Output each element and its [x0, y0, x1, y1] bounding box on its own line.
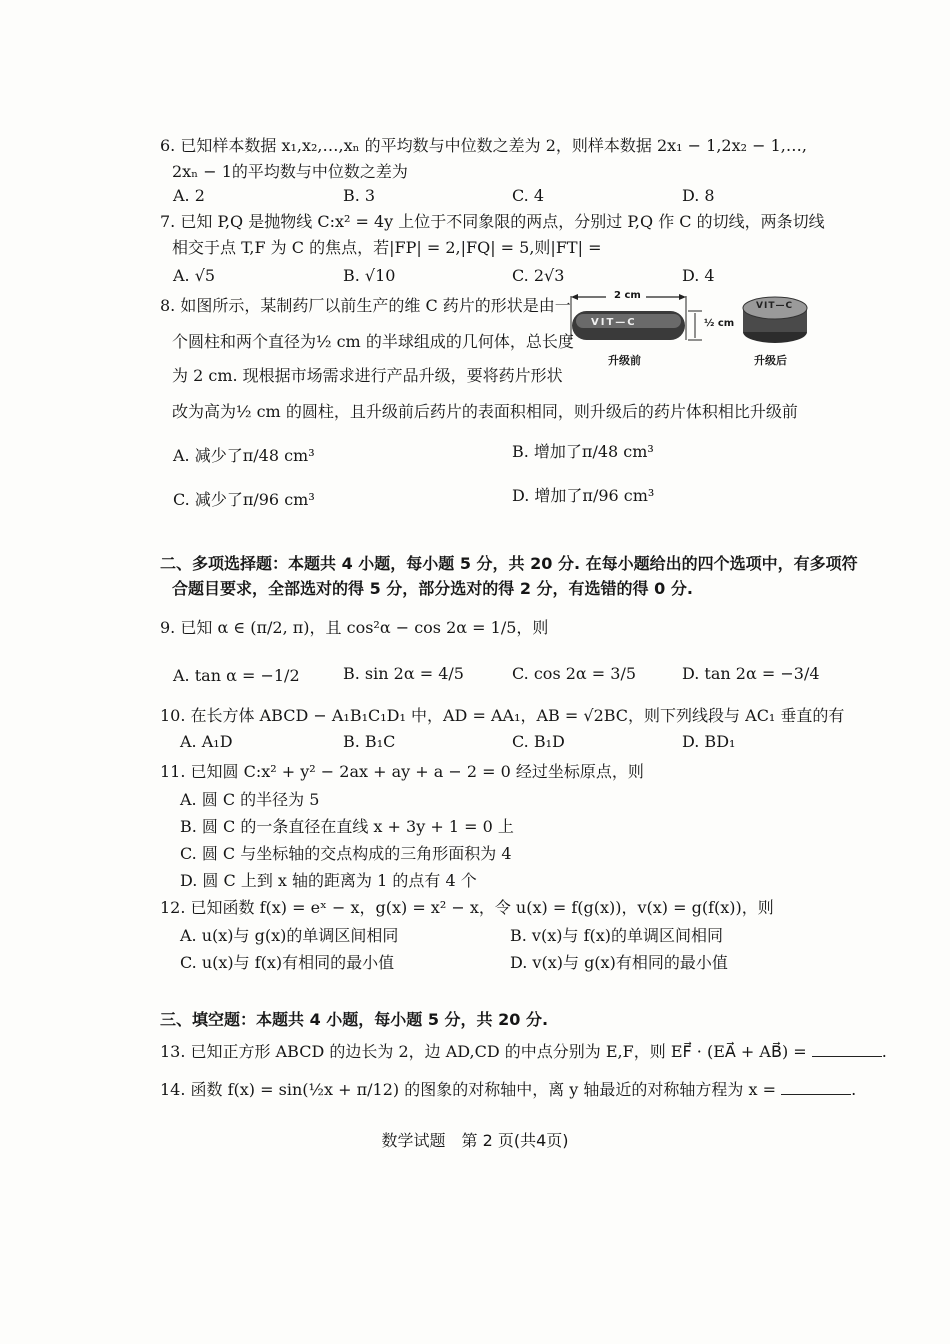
q8-option-b: B. 增加了π/48 cm³: [512, 442, 654, 461]
section2-line2: 合题目要求，全部选对的得 5 分，部分选对的得 2 分，有选错的得 0 分.: [172, 579, 693, 598]
q9-option-d: D. tan 2α = −3/4: [682, 664, 820, 683]
q11-stem: 11. 已知圆 C:x² + y² − 2ax + ay + a − 2 = 0 经过坐标原点，则: [160, 762, 644, 781]
q12-stem: 12. 已知函数 f(x) = eˣ − x，g(x) = x² − x，令 u(x) = f(g(x))，v(x) = g(f(x))，则: [160, 898, 774, 917]
height-label: ½ cm: [704, 318, 735, 329]
q10-option-a: A. A₁D: [180, 732, 233, 751]
pill-text: VIT—C: [591, 317, 637, 328]
q12-option-b: B. v(x)与 f(x)的单调区间相同: [510, 926, 723, 945]
q7-option-d: D. 4: [682, 266, 715, 285]
q6-option-c: C. 4: [512, 186, 545, 205]
q7-option-b: B. √10: [343, 266, 396, 285]
q8-option-c: C. 减少了π/96 cm³: [173, 490, 315, 509]
q11-option-a: A. 圆 C 的半径为 5: [180, 790, 320, 809]
q13-line: [160, 1042, 887, 1062]
q11-option-b: B. 圆 C 的一条直径在直线 x + 3y + 1 = 0 上: [180, 817, 514, 836]
q7-line2: 相交于点 T,F 为 C 的焦点，若|FP| = 2,|FQ| = 5,则|FT| =: [172, 238, 602, 257]
q10-option-d: D. BD₁: [682, 732, 736, 751]
pill-text-new: VIT—C: [756, 301, 794, 311]
q10-option-b: B. B₁C: [343, 732, 396, 751]
q13-answer-blank[interactable]: [812, 1042, 882, 1057]
q12-option-d: D. v(x)与 g(x)有相同的最小值: [510, 953, 728, 972]
q10-option-c: C. B₁D: [512, 732, 565, 751]
q8-option-a: A. 减少了π/48 cm³: [173, 446, 315, 465]
q8-line3: 为 2 cm. 现根据市场需求进行产品升级，要将药片形状: [172, 366, 563, 385]
q7-option-c: C. 2√3: [512, 266, 565, 285]
section3-title: 三、填空题：本题共 4 小题，每小题 5 分，共 20 分.: [160, 1010, 549, 1029]
after-label: 升级后: [754, 354, 787, 367]
q11-option-d: D. 圆 C 上到 x 轴的距离为 1 的点有 4 个: [180, 871, 477, 890]
q8-line2: 个圆柱和两个直径为½ cm 的半球组成的几何体，总长度: [172, 332, 574, 351]
q7-option-a: A. √5: [173, 266, 216, 285]
q8-line4: 改为高为½ cm 的圆柱，且升级前后药片的表面积相同，则升级后的药片体积相比升级前: [172, 402, 798, 421]
q6-option-d: D. 8: [682, 186, 715, 205]
q10-stem: 10. 在长方体 ABCD − A₁B₁C₁D₁ 中，AD = AA₁，AB = √2BC，则下列线段与 AC₁ 垂直的有: [160, 706, 845, 725]
q14-stem: 14. 函数 f(x) = sin(½x + π/12) 的图象的对称轴中，离 y 轴最近的对称轴方程为 x =: [160, 1080, 777, 1099]
q6-option-a: A. 2: [173, 186, 205, 205]
q13-end: .: [881, 1042, 887, 1061]
q7-line1: 7. 已知 P,Q 是抛物线 C:x² = 4y 上位于不同象限的两点，分别过 P,Q 作 C 的切线，两条切线: [160, 212, 825, 231]
q6-line2: 2xₙ − 1的平均数与中位数之差为: [172, 162, 408, 181]
q8-line1: 8. 如图所示，某制药厂以前生产的维 C 药片的形状是由一: [160, 296, 571, 315]
q9-option-c: C. cos 2α = 3/5: [512, 664, 637, 683]
q8-option-d: D. 增加了π/96 cm³: [512, 486, 655, 505]
q6-line1: 6. 已知样本数据 x₁,x₂,…,xₙ 的平均数与中位数之差为 2，则样本数据 2x₁ − 1,2x₂ − 1,…,: [160, 136, 807, 155]
q14-answer-blank[interactable]: [781, 1080, 851, 1095]
q9-stem: 9. 已知 α ∈ (π/2, π)，且 cos²α − cos 2α = 1/5，则: [160, 618, 549, 637]
q8-figure: [566, 288, 812, 372]
q11-option-c: C. 圆 C 与坐标轴的交点构成的三角形面积为 4: [180, 844, 512, 863]
page-footer: 数学试题 第 2 页(共4页): [381, 1131, 569, 1150]
q12-option-a: A. u(x)与 g(x)的单调区间相同: [180, 926, 399, 945]
q9-option-a: A. tan α = −1/2: [173, 666, 300, 685]
q9-option-b: B. sin 2α = 4/5: [343, 664, 464, 683]
q14-end: .: [851, 1080, 857, 1099]
length-label: 2 cm: [614, 290, 641, 301]
q14-line: [160, 1080, 856, 1100]
q12-option-c: C. u(x)与 f(x)有相同的最小值: [180, 953, 395, 972]
before-label: 升级前: [608, 354, 641, 367]
q6-option-b: B. 3: [343, 186, 376, 205]
q13-stem: 13. 已知正方形 ABCD 的边长为 2，边 AD,CD 的中点分别为 E,F，则 EF⃗ · (EA⃗ + AB⃗) =: [160, 1042, 807, 1061]
section2-line1: 二、多项选择题：本题共 4 小题，每小题 5 分，共 20 分. 在每小题给出的四个选项中，有多项符: [160, 554, 858, 573]
